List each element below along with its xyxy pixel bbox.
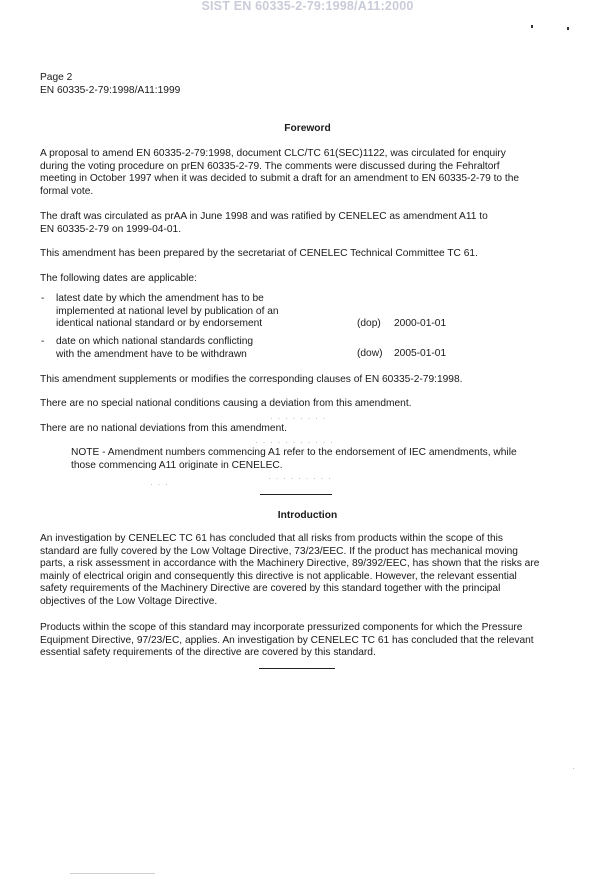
text-line: identical national standard or by endorsement — [56, 318, 263, 330]
introduction-paragraph-1 — [40, 533, 553, 609]
foreword-paragraph-4: This amendment supplements or modifies the corresponding clauses of EN 60335-2-79:1998. — [40, 374, 463, 385]
date-value-dow: 2005-01-01 — [394, 348, 447, 359]
text-line: standard are fully covered by the Low Voltage Directive, 73/23/EEC. If the product has mechanical moving — [40, 545, 518, 557]
date-item-dop-text — [56, 293, 279, 331]
date-item-dow-text — [56, 336, 253, 361]
text-line: parts, a risk assessment in accordance with the Machinery Directive, 89/392/EEC, has shown that the risks are — [40, 558, 540, 570]
text-line: objectives of the Low Voltage Directive. — [40, 595, 218, 607]
section-divider — [259, 668, 335, 669]
dates-intro: The following dates are applicable: — [40, 273, 197, 284]
list-dash: - — [41, 336, 45, 347]
text-line: essential safety requirements of the directive are covered by this standard. — [40, 647, 376, 659]
text-line: during the voting procedure on prEN 60335-2-79. The comments were discussed during the Fehraltorf — [40, 160, 500, 172]
list-dash: - — [41, 293, 45, 304]
text-line: The draft was circulated as prAA in June 1998 and was ratified by CENELEC as amendment A11 to — [40, 211, 488, 222]
text-line: Products within the scope of this standard may incorporate pressurized components for which the Pressure — [40, 622, 523, 633]
text-line: EN 60335-2-79 on 1999-04-01. — [40, 223, 182, 235]
foreword-heading: Foreword — [284, 123, 331, 134]
document-reference: EN 60335-2-79:1998/A11:1999 — [40, 85, 181, 96]
foreword-paragraph-2 — [40, 211, 540, 236]
foreword-paragraph-6: There are no national deviations from this amendment. — [40, 423, 287, 434]
scan-noise: · · · · · · · · · · · — [255, 437, 334, 447]
date-value-dop: 2000-01-01 — [394, 318, 447, 329]
introduction-paragraph-2 — [40, 622, 553, 660]
foreword-paragraph-1 — [40, 148, 580, 198]
scan-speck — [567, 27, 569, 30]
text-line: date on which national standards conflicting — [56, 336, 254, 347]
introduction-heading: Introduction — [277, 510, 338, 521]
text-line: those commencing A11 originate in CENELEC. — [71, 459, 283, 471]
date-code-dow: (dow) — [357, 348, 383, 359]
scan-speck — [531, 25, 533, 28]
date-code-dop: (dop) — [357, 318, 381, 329]
page-number: Page 2 — [40, 72, 73, 83]
text-line: An investigation by CENELEC TC 61 has concluded that all risks from products within the scope of this — [40, 533, 504, 544]
text-line: A proposal to amend EN 60335-2-79:1998, document CLC/TC 61(SEC)1122, was circulated for enquiry — [40, 148, 506, 159]
scan-noise: · · · · · · · · — [270, 413, 327, 423]
text-line: latest date by which the amendment has to be — [56, 293, 264, 304]
scan-noise: · · · — [150, 479, 169, 489]
text-line: meeting in October 1997 when it was decided to submit a draft for an amendment to EN 60335-2-79 to the — [40, 173, 520, 185]
watermark: SIST EN 60335-2-79:1998/A11:2000 — [201, 0, 414, 13]
foreword-paragraph-5: There are no special national conditions causing a deviation from this amendment. — [40, 398, 412, 409]
text-line: mainly of electrical origin and consequently this directive is not applicable. However, the relevant essential — [40, 570, 517, 582]
text-line: with the amendment have to be withdrawn — [56, 348, 247, 360]
section-divider — [260, 494, 332, 495]
scan-noise: · · · · · · · · · — [268, 473, 332, 483]
footer-line — [70, 873, 155, 874]
note — [71, 447, 551, 472]
text-line: formal vote. — [40, 185, 94, 197]
text-line: safety requirements of the Machinery Directive are covered by this standard together with the principal — [40, 583, 501, 595]
text-line: implemented at national level by publication of an — [56, 305, 279, 317]
scan-noise: · — [572, 763, 576, 773]
text-line: NOTE - Amendment numbers commencing A1 refer to the endorsement of IEC amendments, while — [71, 447, 517, 458]
foreword-paragraph-3: This amendment has been prepared by the secretariat of CENELEC Technical Committee TC 61. — [40, 248, 478, 259]
text-line: Equipment Directive, 97/23/EC, applies. An investigation by CENELEC TC 61 has concluded that the relevant — [40, 634, 534, 646]
